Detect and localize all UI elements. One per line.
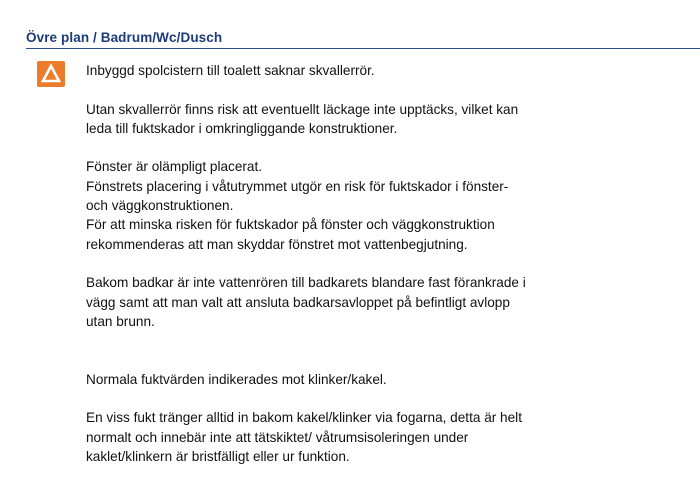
note-line: leda till fuktskador i omkringliggande konstruktioner. [86, 120, 398, 136]
inspection-notes [86, 61, 686, 466]
note-line: kaklet/klinkern är bristfälligt eller ur funktion. [86, 448, 350, 464]
note-paragraph [86, 61, 686, 80]
note-line: Normala fuktvärden indikerades mot klinker/kakel. [86, 371, 387, 387]
note-line: rekommenderas att man skyddar fönstret mot vattenbegjutning. [86, 236, 468, 252]
note-line: och väggkonstruktionen. [86, 198, 234, 214]
note-line: Fönstrets placering i våtutrymmet utgör en risk för fuktskador i fönster- [86, 178, 509, 194]
note-line: normalt och innebär inte att tätskiktet/ våtrumsisoleringen under [86, 429, 469, 445]
note-line: En viss fukt tränger alltid in bakom kakel/klinker via fogarna, detta är helt [86, 410, 522, 426]
note-paragraph [86, 370, 686, 389]
note-line: Bakom badkar är inte vattenrören till badkarets blandare fast förankrade i [86, 275, 526, 291]
note-paragraph [86, 157, 686, 253]
section-header [26, 30, 700, 49]
warning-triangle-icon [37, 61, 65, 87]
section-title: Övre plan / Badrum/Wc/Dusch [26, 30, 223, 45]
note-paragraph [86, 100, 686, 139]
note-line: Inbyggd spolcistern till toalett saknar skvallerrör. [86, 63, 375, 78]
note-line: För att minska risken för fuktskador på fönster och väggkonstruktion [86, 217, 495, 233]
note-paragraph [86, 408, 686, 466]
note-line: vägg samt att man valt att ansluta badkarsavloppet på befintligt avlopp [86, 294, 510, 310]
note-line: Utan skvallerrör finns risk att eventuellt läckage inte upptäcks, vilket kan [86, 101, 519, 117]
note-line: utan brunn. [86, 313, 155, 329]
note-line: Fönster är olämpligt placerat. [86, 159, 263, 175]
title-divider [26, 48, 700, 49]
note-paragraph [86, 273, 686, 331]
